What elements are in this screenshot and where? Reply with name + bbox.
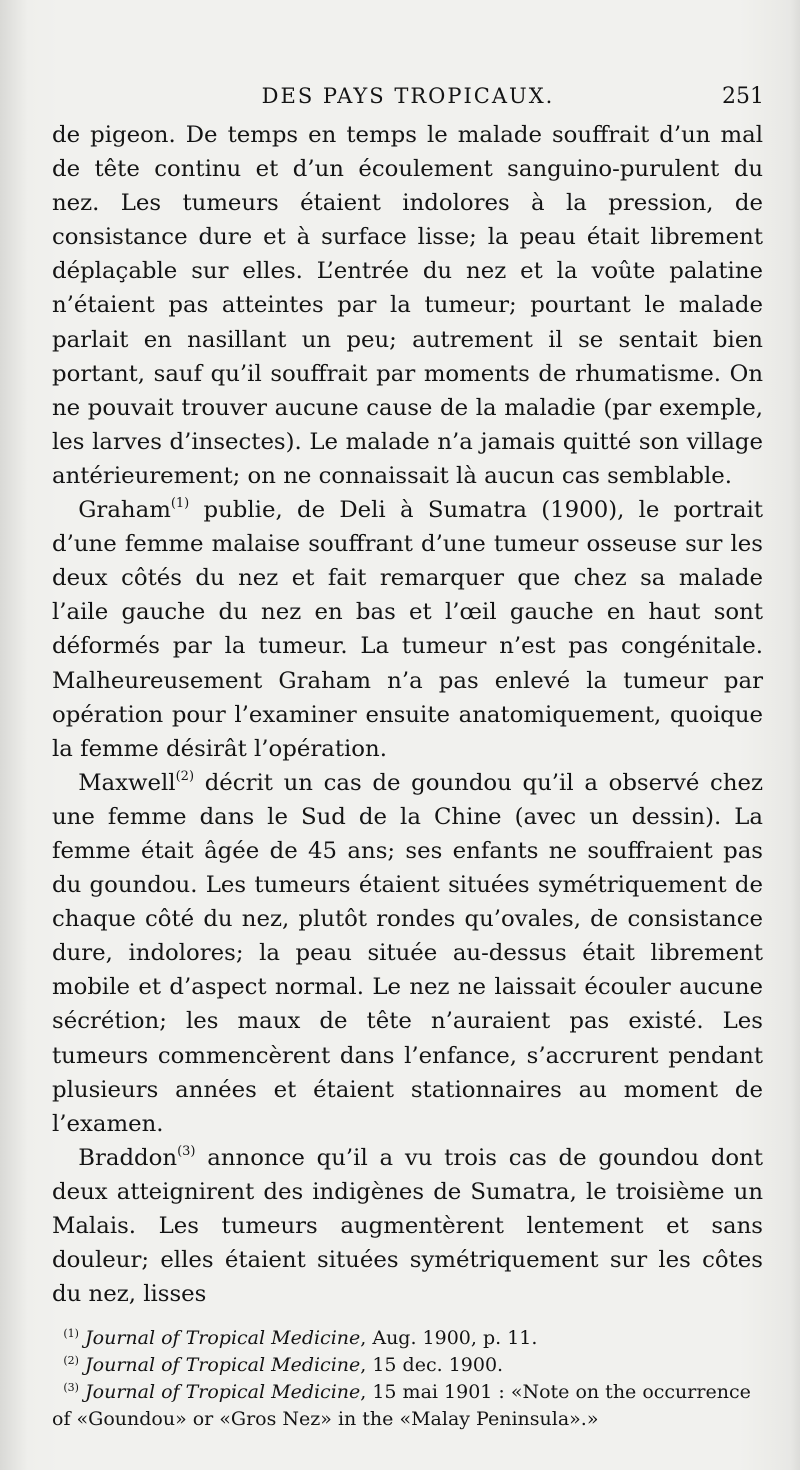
paragraph-3 [52,766,763,1141]
paragraph-4 [52,1141,763,1311]
journal-title: Journal of Tropical Medicine [85,1381,361,1403]
paragraph-2 [52,493,763,766]
author-name: Graham [78,497,171,524]
paragraph-1 [52,118,763,493]
footnote-1 [52,1325,763,1352]
paragraph-text: publie, de Deli à Sumatra (1900), le portrait d’une femme malaise souffrant d’une tumeur osseuse sur les deux côtés du nez et fait remarquer que chez sa malade l’aile gauche du nez en bas et l’œil gauche en haut sont déformés par la tumeur. La tumeur n’est pas congénitale. Malheureusement Graham n’a pas enlevé la tumeur par opération pour l’examiner ensuite anatomiquement, quoique la femme désirât l’opération. [52,497,763,762]
footnote-text: , 15 dec. 1900. [360,1354,504,1376]
footnote-text: , 15 mai 1901 : «Note on the occurrence of «Goundou» or «Gros Nez» in the «Malay Peninsula».» [52,1381,751,1430]
footnote-ref: (3) [177,1143,196,1159]
footnote-text: , Aug. 1900, p. 11. [360,1327,538,1349]
author-name: Maxwell [78,769,176,796]
footnote-mark: (3) [63,1381,79,1394]
footnote-3 [52,1379,763,1433]
footnote-mark: (2) [63,1354,79,1367]
footnotes [52,1325,763,1433]
running-head [52,84,764,112]
running-title: DES PAYS TROPICAUX. [261,84,555,108]
page-number: 251 [722,84,764,109]
paragraph-text: décrit un cas de goundou qu’il a observé chez une femme dans le Sud de la Chine (avec un dessin). La femme était âgée de 45 ans; ses enfants ne souffraient pas du goundou. Les tumeurs étaient situées symétriquement de chaque côté du nez, plutôt rondes qu’ovales, de consistance dure, indolores; la peau située au-dessus était librement mobile et d’aspect normal. Le nez ne laissait écouler aucune sécrétion; les maux de tête n’auraient pas existé. Les tumeurs commencèrent dans l’enfance, s’accrurent pendant plusieurs années et étaient stationnaires au moment de l’examen. [52,769,763,1137]
footnote-mark: (1) [63,1327,79,1340]
author-name: Braddon [78,1144,178,1171]
paragraph-text: annonce qu’il a vu trois cas de goundou dont deux atteignirent des indigènes de Sumatra, le troisième un Malais. Les tumeurs augmentèrent lentement et sans douleur; elles étaient situées symétriquement sur les côtes du nez, lisses [52,1144,763,1308]
footnote-ref: (2) [175,768,195,784]
footnote-ref: (1) [170,496,190,512]
paragraph-text: de pigeon. De temps en temps le malade souffrait d’un mal de tête continu et d’un écoulement sanguino-purulent du nez. Les tumeurs étaient indolores à la pression, de consistance dure et à surface lisse; la peau était librement déplaçable sur elles. L’entrée du nez et la voûte palatine n’étaient pas atteintes par la tumeur; pourtant le malade parlait en nasillant un peu; autrement il se sentait bien portant, sauf qu’il souffrait par moments de rhumatisme. On ne pouvait trouver aucune cause de la maladie (par exemple, les larves d’insectes). Le malade n’a jamais quitté son village antérieurement; on ne connaissait là aucun cas semblable. [52,122,763,489]
journal-title: Journal of Tropical Medicine [85,1327,361,1349]
journal-title: Journal of Tropical Medicine [85,1354,361,1376]
body-text [52,118,763,1311]
footnote-2 [52,1352,763,1379]
